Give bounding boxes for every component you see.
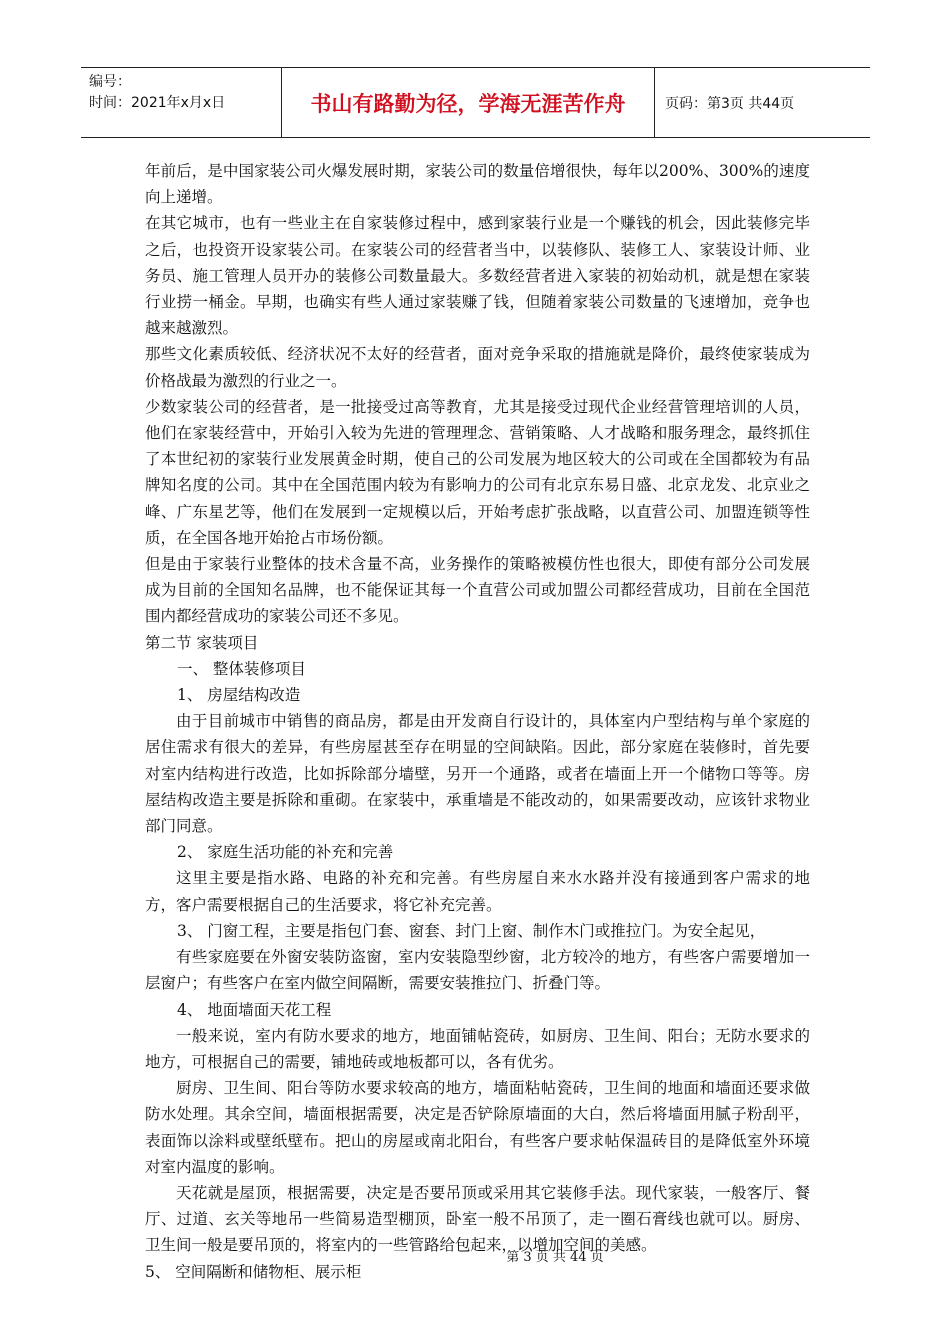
body-paragraph: 5、 空间隔断和储物柜、展示柜 xyxy=(145,1262,362,1281)
body-paragraph: 1、 房屋结构改造 xyxy=(177,686,301,705)
document-number-label: 编号： xyxy=(89,74,131,90)
header-motto: 书山有路勤为径，学海无涯苦作舟 xyxy=(281,68,655,137)
page-footer: 第 3 页 共 44 页 xyxy=(506,1250,604,1265)
body-paragraph: 天花就是屋顶，根据需要，决定是否要吊顶或采用其它装修手法。现代家装，一般客厅、餐厅、过道、玄关等地吊一些简易造型棚顶，卧室一般不吊顶了，走一圈石膏线也就可以。厨房、卫生间一般是要吊顶的，将室内的一些管路给包起来，以增加空间的美感。 xyxy=(145,1183,810,1255)
body-paragraph: 这里主要是指水路、电路的补充和完善。有些房屋自来水水路并没有接通到客户需求的地方，客户需要根据自己的生活要求，将它补充完善。 xyxy=(145,869,810,914)
page-header xyxy=(81,67,870,138)
body-paragraph: 3、 门窗工程，主要是指包门套、窗套、封门上窗、制作木门或推拉门。为安全起见， xyxy=(177,921,766,940)
header-page-info: 页码：第3页 共44页 xyxy=(665,95,795,112)
body-paragraph: 有些家庭要在外窗安装防盗窗，室内安装隐型纱窗，北方较冷的地方，有些客户需要增加一层窗户；有些客户在室内做空间隔断，需要安装推拉门、折叠门等。 xyxy=(145,948,810,993)
body-paragraph: 年前后，是中国家装公司火爆发展时期，家装公司的数量倍增很快，每年以200%、300%的速度向上递增。 xyxy=(145,162,810,207)
document-body xyxy=(145,158,810,1285)
body-paragraph: 一般来说，室内有防水要求的地方，地面铺帖瓷砖，如厨房、卫生间、阳台；无防水要求的地方，可根据自己的需要，铺地砖或地板都可以，各有优劣。 xyxy=(145,1026,810,1071)
body-paragraph: 由于目前城市中销售的商品房，都是由开发商自行设计的，具体室内户型结构与单个家庭的居住需求有很大的差异，有些房屋甚至存在明显的空间缺陷。因此，部分家庭在装修时，首先要对室内结构进行改造，比如拆除部分墙壁，另开一个通路，或者在墙面上开一个储物口等等。房屋结构改造主要是拆除和重砌。在家装中，承重墙是不能改动的，如果需要改动，应该针求物业部门同意。 xyxy=(145,712,810,836)
body-paragraph: 4、 地面墙面天花工程 xyxy=(177,1000,332,1019)
header-meta xyxy=(81,68,281,137)
document-date: 时间：2021年x月x日 xyxy=(89,95,226,111)
body-paragraph: 厨房、卫生间、阳台等防水要求较高的地方，墙面粘帖瓷砖，卫生间的地面和墙面还要求做防水处理。其余空间，墙面根据需要，决定是否铲除原墙面的大白，然后将墙面用腻子粉刮平，表面饰以涂料或壁纸壁布。把山的房屋或南北阳台，有些客户要求帖保温砖目的是降低室外环境对室内温度的影响。 xyxy=(145,1079,810,1176)
body-paragraph: 那些文化素质较低、经济状况不太好的经营者，面对竞争采取的措施就是降价，最终使家装成为价格战最为激烈的行业之一。 xyxy=(145,345,810,390)
body-paragraph: 一、 整体装修项目 xyxy=(177,659,306,678)
body-paragraph: 但是由于家装行业整体的技术含量不高，业务操作的策略被模仿性也很大，即使有部分公司发展成为目前的全国知名品牌，也不能保证其每一个直营公司或加盟公司都经营成功，目前在全国范围内都经营成功的家装公司还不多见。 xyxy=(145,555,810,626)
body-paragraph: 在其它城市，也有一些业主在自家装修过程中，感到家装行业是一个赚钱的机会，因此装修完毕之后，也投资开设家装公司。在家装公司的经营者当中，以装修队、装修工人、家装设计师、业务员、施工管理人员开办的装修公司数量最大。多数经营者进入家装的初始动机，就是想在家装行业捞一桶金。早期，也确实有些人通过家装赚了钱，但随着家装公司数量的飞速增加，竞争也越来越激烈。 xyxy=(145,214,810,338)
body-paragraph: 第二节 家装项目 xyxy=(145,633,259,652)
body-paragraph: 少数家装公司的经营者，是一批接受过高等教育，尤其是接受过现代企业经营管理培训的人员，他们在家装经营中，开始引入较为先进的管理理念、营销策略、人才战略和服务理念，最终抓住了本世纪初的家装行业发展黄金时期，使自己的公司发展为地区较大的公司或在全国都较为有品牌知名度的公司。其中在全国范围内较为有影响力的公司有北京东易日盛、北京龙发、北京业之峰、广东星艺等，他们在发展到一定规模以后，开始考虑扩张战略，以直营公司、加盟连锁等性质，在全国各地开始抢占市场份额。 xyxy=(145,397,810,547)
body-paragraph: 2、 家庭生活功能的补充和完善 xyxy=(177,843,394,862)
